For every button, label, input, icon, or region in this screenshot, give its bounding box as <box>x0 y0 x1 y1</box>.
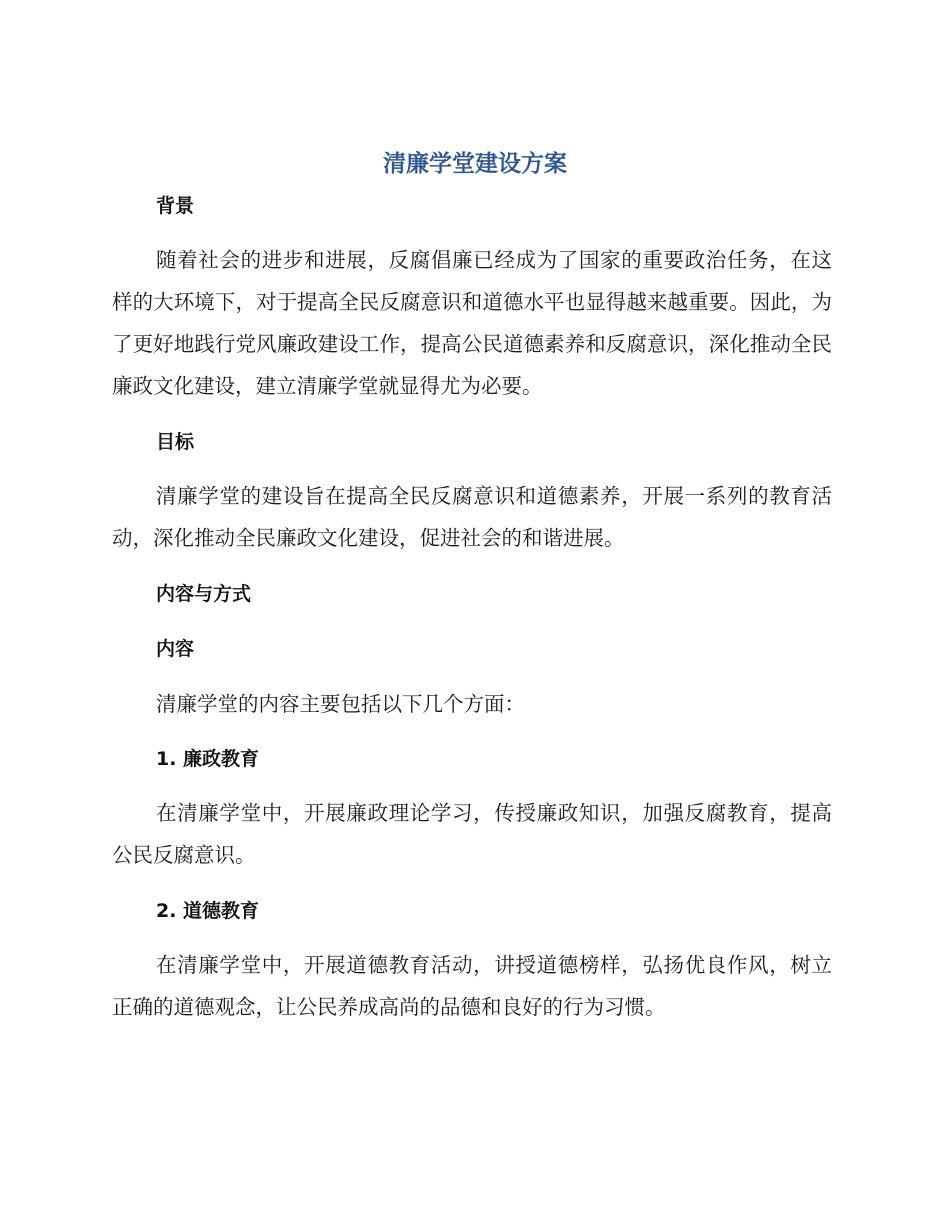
subsection-heading-content: 内容 <box>156 638 195 660</box>
section-heading-background: 背景 <box>156 195 195 217</box>
background-paragraph: 随着社会的进步和进展，反腐倡廉已经成为了国家的重要政治任务，在这样的大环境下，对于提高全民反腐意识和道德水平也显得越来越重要。因此，为了更好地践行党风廉政建设工作，提高公民道德素养和反腐意识，深化推动全民廉政文化建设，建立清廉学堂就显得尤为必要。 <box>112 248 832 398</box>
item-heading-integrity-education: 1. 廉政教育 <box>156 748 260 770</box>
section-heading-content-and-method: 内容与方式 <box>156 583 252 605</box>
goal-paragraph: 清廉学堂的建设旨在提高全民反腐意识和道德素养，开展一系列的教育活动，深化推动全民廉政文化建设，促进社会的和谐进展。 <box>112 484 832 550</box>
item-paragraph-integrity-education: 在清廉学堂中，开展廉政理论学习，传授廉政知识，加强反腐教育，提高公民反腐意识。 <box>112 801 832 867</box>
item-paragraph-moral-education: 在清廉学堂中，开展道德教育活动，讲授道德榜样，弘扬优良作风，树立正确的道德观念，让公民养成高尚的品德和良好的行为习惯。 <box>112 953 832 1019</box>
section-heading-goal: 目标 <box>156 431 195 453</box>
content-intro-paragraph: 清廉学堂的内容主要包括以下几个方面： <box>156 692 525 716</box>
document-title: 清廉学堂建设方案 <box>383 151 567 177</box>
item-heading-moral-education: 2. 道德教育 <box>156 900 260 922</box>
